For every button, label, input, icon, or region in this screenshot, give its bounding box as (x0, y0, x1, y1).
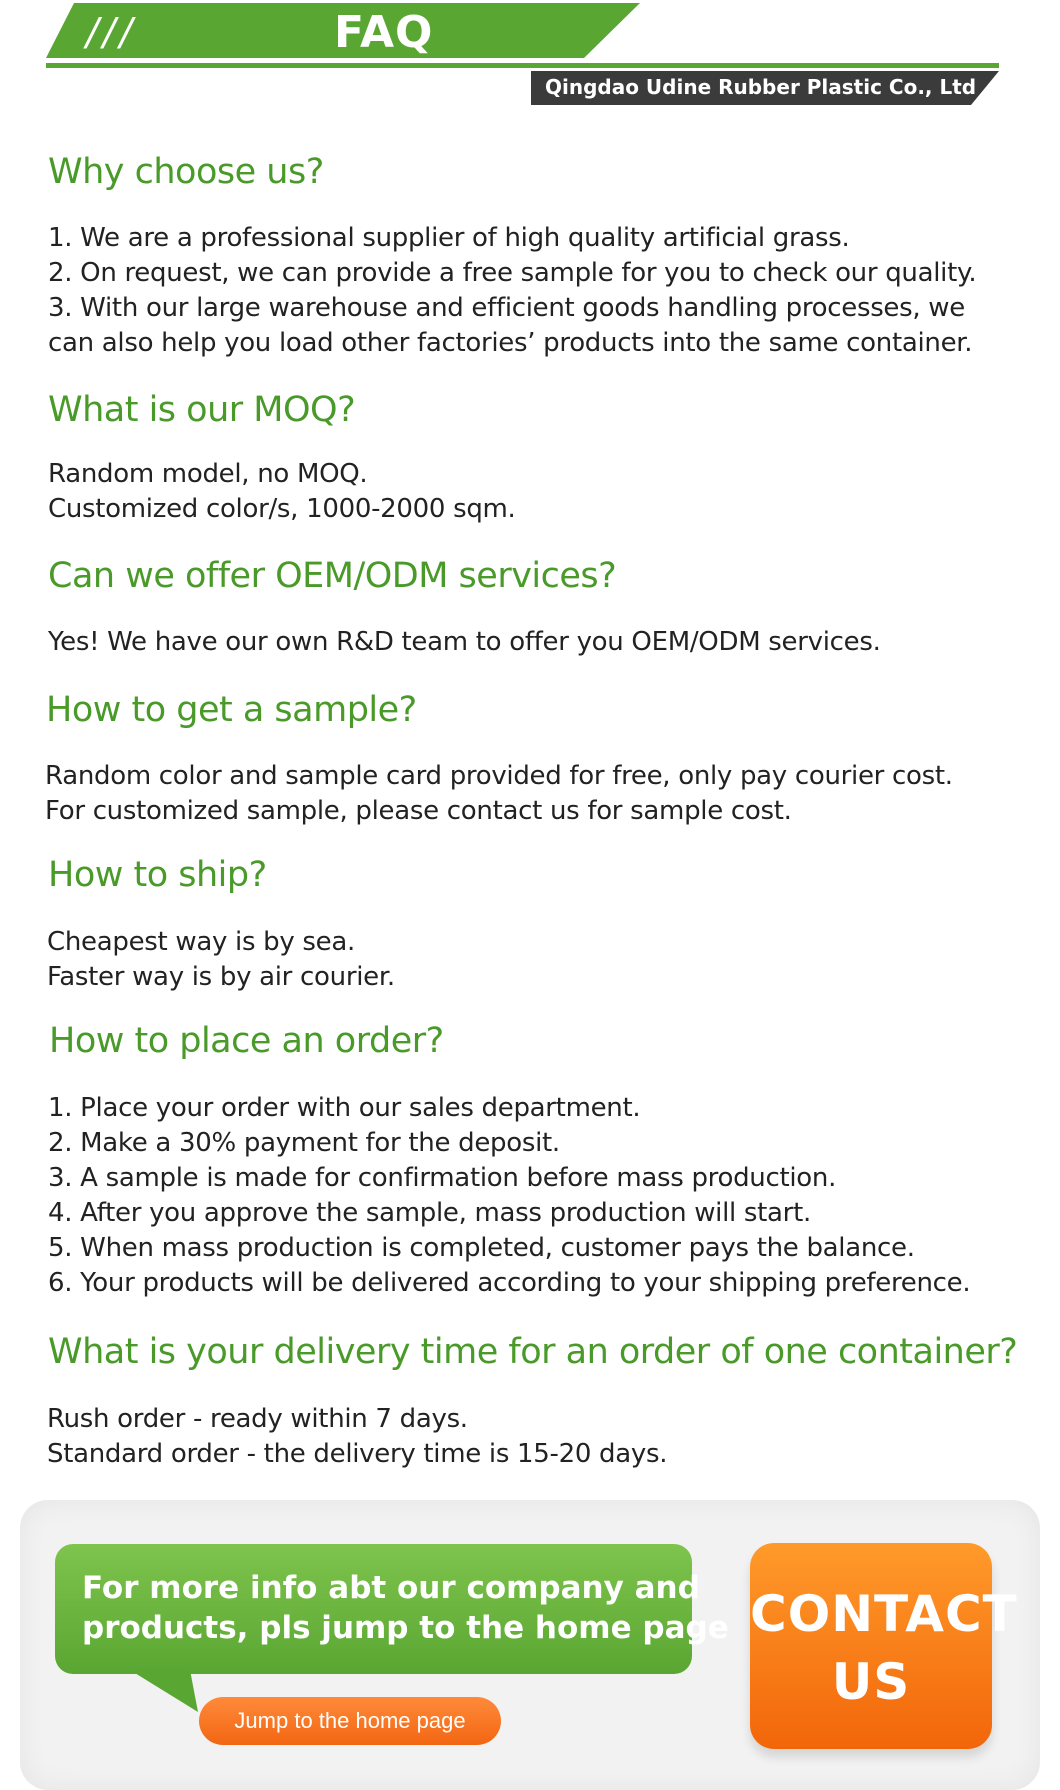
answer-line: can also help you load other factories’ products into the same container. (48, 328, 973, 358)
company-tag (531, 71, 999, 105)
contact-us-button[interactable] (750, 1543, 1018, 1749)
answer-line: 3. With our large warehouse and efficient goods handling processes, we (48, 293, 965, 323)
faq-banner (46, 3, 640, 58)
answer-line: Random model, no MOQ. (48, 459, 368, 489)
answer-line: For customized sample, please contact us for sample cost. (45, 796, 792, 826)
faq-question: How to ship? (48, 855, 267, 895)
faq-question: Can we offer OEM/ODM services? (48, 556, 617, 596)
answer-line: Cheapest way is by sea. (47, 927, 355, 957)
faq-answer (48, 221, 976, 361)
answer-line: 3. A sample is made for confirmation before mass production. (48, 1163, 837, 1193)
answer-line: Yes! We have our own R&D team to offer you OEM/ODM services. (48, 627, 881, 657)
answer-line: 5. When mass production is completed, customer pays the balance. (48, 1233, 915, 1263)
faq-answer (48, 1091, 970, 1301)
answer-line: Rush order - ready within 7 days. (47, 1404, 468, 1434)
faq-answer (48, 625, 881, 660)
answer-line: Standard order - the delivery time is 15-20 days. (47, 1439, 668, 1469)
faq-question: Why choose us? (48, 152, 324, 192)
answer-line: Random color and sample card provided for free, only pay courier cost. (45, 761, 953, 791)
answer-line: 2. Make a 30% payment for the deposit. (48, 1128, 560, 1158)
faq-question: What is our MOQ? (48, 390, 356, 430)
jump-home-button[interactable]: Jump to the home page (199, 1697, 501, 1745)
answer-line: Faster way is by air courier. (47, 962, 395, 992)
header-divider (46, 63, 999, 68)
contact-label-line1: CONTACT (750, 1585, 1018, 1643)
info-bubble-text (82, 1568, 729, 1648)
banner-slashes: /// (86, 10, 137, 54)
faq-question: What is your delivery time for an order of one container? (48, 1332, 1018, 1372)
faq-question: How to get a sample? (46, 690, 417, 730)
faq-question: How to place an order? (49, 1021, 444, 1061)
bubble-line: For more info abt our company and (82, 1570, 700, 1606)
answer-line: 1. We are a professional supplier of high quality artificial grass. (48, 223, 850, 253)
answer-line: Customized color/s, 1000-2000 sqm. (48, 494, 516, 524)
answer-line: 1. Place your order with our sales department. (48, 1093, 641, 1123)
bubble-tail (130, 1670, 200, 1712)
faq-answer (45, 759, 953, 829)
answer-line: 6. Your products will be delivered according to your shipping preference. (48, 1268, 971, 1298)
faq-answer (47, 1402, 667, 1472)
company-name: Qingdao Udine Rubber Plastic Co., Ltd (545, 75, 977, 99)
answer-line: 2. On request, we can provide a free sample for you to check our quality. (48, 258, 977, 288)
answer-line: 4. After you approve the sample, mass production will start. (48, 1198, 811, 1228)
bubble-line: products, pls jump to the home page (82, 1610, 729, 1646)
faq-answer (48, 457, 516, 527)
faq-answer (47, 925, 395, 995)
contact-label-line2: US (831, 1653, 911, 1711)
page-title: FAQ (334, 7, 434, 58)
